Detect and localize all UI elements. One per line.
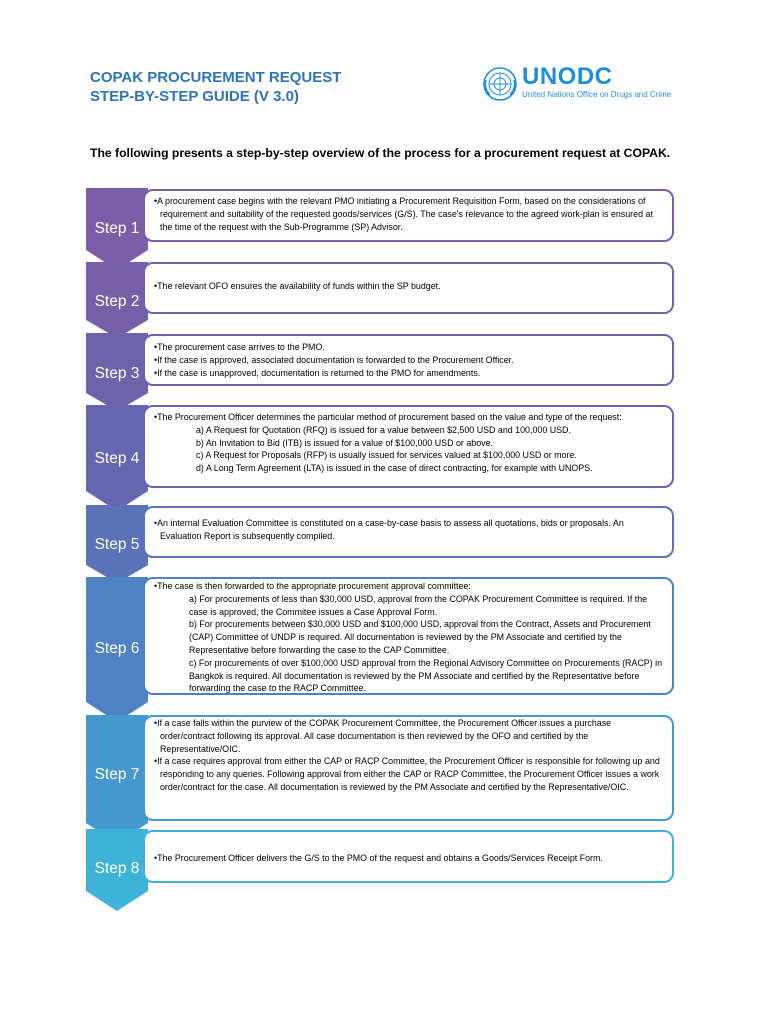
step-2-label: Step 2 xyxy=(94,293,140,310)
step-8-arrow xyxy=(86,829,148,911)
step-3-item-1: • The procurement case arrives to the PMO. xyxy=(151,341,664,354)
step-4-item-1: • The Procurement Officer determines the particular method of procurement based on the value and type of the request: xyxy=(151,411,664,424)
step-1-label: Step 1 xyxy=(94,220,140,237)
step-1-box xyxy=(143,189,674,242)
step-6-sub-c: c) For procurements of over $100,000 USD approval from the Regional Advisory Committee on Procurements (RACP) in Bangkok is required. All documentation is reviewed by the PM Associate and certified by the Representative before forwarding the case to the RACP Committee. xyxy=(189,657,663,694)
step-4-sub-d: d) A Long Term Agreement (LTA) is issued in the case of direct contracting, for example with UNOPS. xyxy=(196,463,593,474)
logo-name: UNODC xyxy=(522,63,613,90)
step-2-item-1: • The relevant OFO ensures the availability of funds within the SP budget. xyxy=(151,280,664,293)
step-5-item-1: • An internal Evaluation Committee is constituted on a case-by-case basis to assess all quotations, bids or proposals. An Evaluation Report is subsequently compiled. xyxy=(151,517,664,543)
step-4-label: Step 4 xyxy=(94,450,140,467)
step-8-box xyxy=(143,830,674,883)
step-1-arrow xyxy=(86,188,148,270)
step-7-item-1: • If a case falls within the purview of the COPAK Procurement Committee, the Procurement Officer issues a purchase order/contract following its approval. All case documentation is then reviewed by the OFO and certified by the Representative/OIC. xyxy=(151,717,664,755)
logo-subtitle: United Nations Office on Drugs and Crime xyxy=(522,90,672,99)
step-6-sub-a: a) For procurements of less than $30,000 USD, approval from the COPAK Procurement Committee is required. If the case is approved, the Commitee issues a Case Approval Form. xyxy=(189,593,648,617)
step-3-item-2: • If the case is approved, associated documentation is forwarded to the Procurement Officer. xyxy=(151,354,664,367)
step-6-box xyxy=(143,577,674,695)
document-title xyxy=(90,68,341,106)
step-8-item-1: • The Procurement Officer delivers the G/S to the PMO of the request and obtains a Goods/Services Receipt Form. xyxy=(151,852,664,865)
step-4-sub-a: a) A Request for Quotation (RFQ) is issued for a value between $2,500 USD and 100,000 USD. xyxy=(196,424,571,435)
step-5-label: Step 5 xyxy=(94,536,140,553)
step-6-label: Step 6 xyxy=(94,640,140,657)
step-3-box xyxy=(143,334,674,386)
step-2-arrow xyxy=(86,262,148,338)
step-4-sub-b: b) An Invitation to Bid (ITB) is issued for a value of $100,000 USD or above. xyxy=(196,437,493,448)
step-8-label: Step 8 xyxy=(94,860,140,877)
step-6-arrow xyxy=(86,577,148,722)
step-4-sub-c: c) A Request for Proposals (RFP) is usually issued for services valued at $100,000 USD or more. xyxy=(196,450,577,461)
step-2-box xyxy=(143,262,674,314)
step-7-box xyxy=(143,715,674,821)
un-emblem-icon xyxy=(482,66,518,102)
step-3-arrow xyxy=(86,333,148,411)
step-7-arrow xyxy=(86,715,148,843)
step-4-box xyxy=(143,405,674,488)
step-6-sub-b: b) For procurements between $30,000 USD and $100,000 USD, approval from the Contract, Assets and Procurement (CAP) Committee of UNDP is required. All documentation is reviewed by the PM Associate and certified by the Representative before forwarding the case to the CAP Committee. xyxy=(189,619,651,655)
step-7-label: Step 7 xyxy=(94,766,140,783)
step-1-item-1: • A procurement case begins with the relevant PMO initiating a Procurement Requisition Form, based on the considerations of requirement and suitability of the requested goods/services (G/S). The case's relevance to the agreed work-plan is ensured at the time of the request with the Sub-Programme (SP) Advisor. xyxy=(151,195,664,233)
intro-text: The following presents a step-by-step overview of the process for a procurement request at COPAK. xyxy=(90,146,671,160)
title-line-2: STEP-BY-STEP GUIDE (V 3.0) xyxy=(90,88,299,105)
step-5-arrow xyxy=(86,505,148,583)
step-5-box xyxy=(143,506,674,558)
step-7-item-2: • If a case requires approval from either the CAP or RACP Committee, the Procurement Officer is responsible for following up and responding to any queries. Following approval from either the CAP or RACP Committee, the Procurement Officer issues a work order/contract for the case. All documentation is reviewed by the PM Associate and certified by the Representative/OIC. xyxy=(151,755,664,793)
step-4-arrow xyxy=(86,405,148,511)
step-3-item-3: • If the case is unapproved, documentation is returned to the PMO for amendments. xyxy=(151,367,664,380)
unodc-logo xyxy=(482,63,682,102)
step-6-item-1: • The case is then forwarded to the appropriate procurement approval committee: xyxy=(151,580,664,593)
title-line-1: COPAK PROCUREMENT REQUEST xyxy=(90,69,342,86)
step-3-label: Step 3 xyxy=(94,365,140,382)
